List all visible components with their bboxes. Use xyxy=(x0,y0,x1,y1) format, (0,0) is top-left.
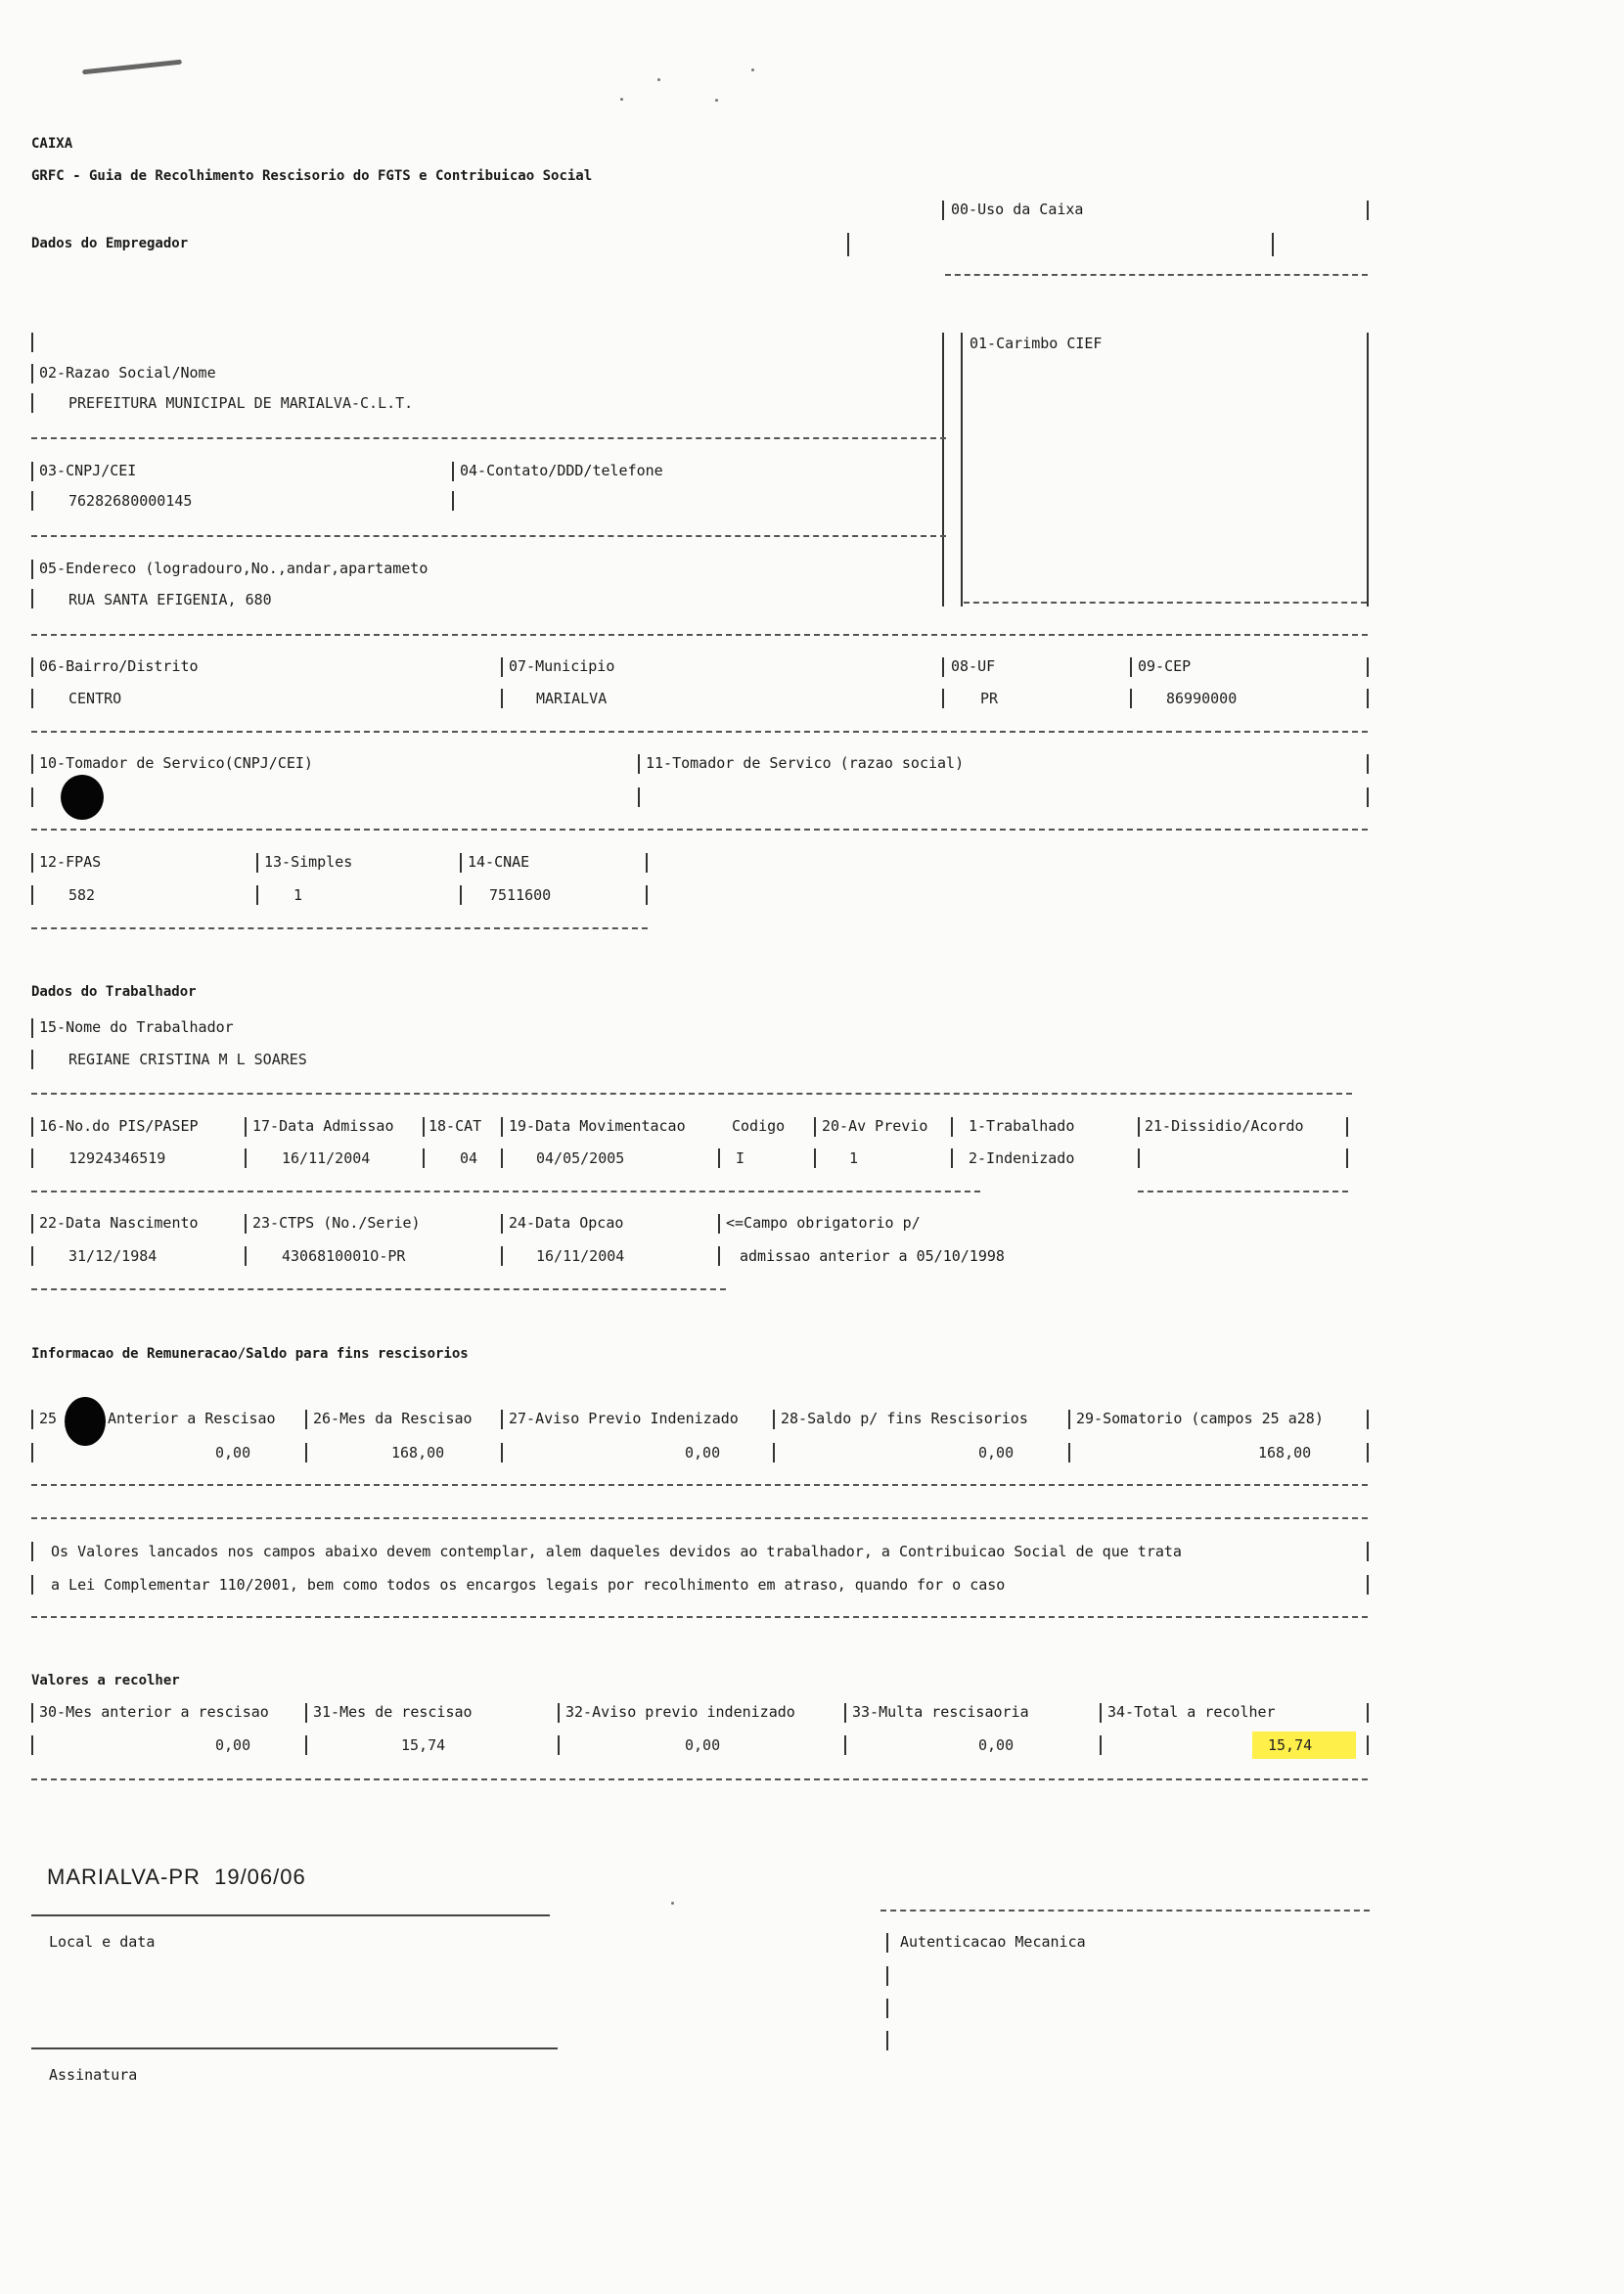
field-16-label: 16-No.do PIS/PASEP xyxy=(39,1117,199,1135)
box-border xyxy=(1367,657,1369,677)
box-border xyxy=(31,364,33,383)
field-04-label: 04-Contato/DDD/telefone xyxy=(460,462,663,479)
field-30-label: 30-Mes anterior a rescisao xyxy=(39,1703,269,1721)
field-20-option-2: 2-Indenizado xyxy=(969,1149,1075,1167)
field-24-label: 24-Data Opcao xyxy=(509,1214,624,1232)
box-border xyxy=(1138,1148,1140,1168)
box-border xyxy=(718,1246,720,1266)
box-border xyxy=(31,589,33,608)
box-border xyxy=(501,1117,503,1137)
field-29-label: 29-Somatorio (campos 25 a28) xyxy=(1076,1410,1324,1427)
box-border xyxy=(31,1214,33,1234)
field-28-value: 0,00 xyxy=(978,1444,1015,1462)
box-border xyxy=(31,853,33,873)
box-border xyxy=(1367,754,1369,774)
field-05-value: RUA SANTA EFIGENIA, 680 xyxy=(68,591,272,608)
box-border xyxy=(942,689,944,708)
field-22-label: 22-Data Nascimento xyxy=(39,1214,199,1232)
box-border xyxy=(460,885,462,905)
box-border xyxy=(31,393,33,413)
box-border xyxy=(501,689,503,708)
codigo-value: I xyxy=(736,1149,745,1167)
field-19-label: 19-Data Movimentacao xyxy=(509,1117,686,1135)
field-20-label: 20-Av Previo xyxy=(822,1117,928,1135)
field-05-label: 05-Endereco (logradouro,No.,andar,apartameto xyxy=(39,560,429,577)
box-border xyxy=(31,491,33,511)
box-border xyxy=(773,1410,775,1429)
org-name: CAIXA xyxy=(31,136,73,152)
field-34-label: 34-Total a recolher xyxy=(1107,1703,1276,1721)
box-border xyxy=(31,754,33,774)
box-border xyxy=(646,853,648,873)
divider xyxy=(31,535,946,537)
box-border xyxy=(638,754,640,774)
divider xyxy=(1138,1191,1348,1192)
field-15-label: 15-Nome do Trabalhador xyxy=(39,1018,234,1036)
box-border xyxy=(501,1246,503,1266)
field-16-value: 12924346519 xyxy=(68,1149,166,1167)
field-07-label: 07-Municipio xyxy=(509,657,615,675)
box-border xyxy=(886,1999,888,2018)
box-border xyxy=(31,689,33,708)
field-06-label: 06-Bairro/Distrito xyxy=(39,657,199,675)
box-border xyxy=(31,1542,33,1561)
box-border xyxy=(638,787,640,807)
auth-label: Autenticacao Mecanica xyxy=(900,1933,1086,1951)
redaction-mark xyxy=(65,1397,106,1446)
divider xyxy=(880,1910,1370,1912)
divider xyxy=(964,602,1367,604)
place-date: MARIALVA-PR 19/06/06 xyxy=(47,1865,306,1889)
values-section-title: Valores a recolher xyxy=(31,1673,180,1688)
field-20-option-1: 1-Trabalhado xyxy=(969,1117,1075,1135)
field-06-value: CENTRO xyxy=(68,690,122,707)
divider xyxy=(945,274,1368,276)
field-26-value: 168,00 xyxy=(391,1444,445,1462)
box-border xyxy=(1130,657,1132,677)
box-border xyxy=(718,1214,720,1234)
field-26-label: 26-Mes da Rescisao xyxy=(313,1410,473,1427)
box-border xyxy=(256,853,258,873)
field-03-value: 76282680000145 xyxy=(68,492,193,510)
field-25-label-prefix: 25 xyxy=(39,1410,58,1427)
field-08-label: 08-UF xyxy=(951,657,996,675)
local-date-label: Local e data xyxy=(49,1933,156,1951)
box-border xyxy=(942,333,944,607)
field-28-label: 28-Saldo p/ fins Rescisorios xyxy=(781,1410,1028,1427)
field-14-label: 14-CNAE xyxy=(468,853,530,871)
box-border xyxy=(256,885,258,905)
field-01-label: 01-Carimbo CIEF xyxy=(970,335,1103,352)
box-border xyxy=(942,201,944,220)
field-29-value: 168,00 xyxy=(1258,1444,1312,1462)
box-border xyxy=(773,1443,775,1462)
box-border xyxy=(1130,689,1132,708)
box-border xyxy=(31,657,33,677)
box-border xyxy=(847,233,849,256)
field-12-label: 12-FPAS xyxy=(39,853,102,871)
field-33-label: 33-Multa rescisaoria xyxy=(852,1703,1029,1721)
field-11-label: 11-Tomador de Servico (razao social) xyxy=(646,754,965,772)
divider xyxy=(31,1616,1368,1618)
box-border xyxy=(1068,1443,1070,1462)
box-border xyxy=(31,1703,33,1723)
field-34-value: 15,74 xyxy=(1268,1736,1313,1754)
box-border xyxy=(814,1117,816,1137)
redaction-mark xyxy=(61,775,104,820)
field-27-label: 27-Aviso Previo Indenizado xyxy=(509,1410,739,1427)
field-20-value: 1 xyxy=(849,1149,859,1167)
field-13-label: 13-Simples xyxy=(264,853,353,871)
box-border xyxy=(558,1703,560,1723)
divider xyxy=(31,927,648,929)
box-border xyxy=(1346,1117,1348,1137)
field-24-value: 16/11/2004 xyxy=(536,1247,625,1265)
scan-dot xyxy=(715,99,718,102)
field-15-value: REGIANE CRISTINA M L SOARES xyxy=(68,1051,307,1068)
box-border xyxy=(31,787,33,807)
box-border xyxy=(31,333,33,352)
box-border xyxy=(245,1117,247,1137)
box-border xyxy=(1367,1703,1369,1723)
box-border xyxy=(1272,233,1274,256)
field-31-value: 15,74 xyxy=(401,1736,446,1754)
box-border xyxy=(942,657,944,677)
box-border xyxy=(886,2031,888,2050)
divider xyxy=(31,829,1368,831)
field-24-note-2: admissao anterior a 05/10/1998 xyxy=(740,1247,1005,1265)
field-18-value: 04 xyxy=(460,1149,478,1167)
box-border xyxy=(245,1246,247,1266)
field-27-value: 0,00 xyxy=(685,1444,721,1462)
field-30-value: 0,00 xyxy=(215,1736,251,1754)
box-border xyxy=(951,1117,953,1137)
field-12-value: 582 xyxy=(68,886,96,904)
box-border xyxy=(305,1443,307,1462)
field-25-label: Anterior a Rescisao xyxy=(108,1410,276,1427)
divider xyxy=(31,1484,1368,1486)
box-border xyxy=(501,1410,503,1429)
box-border xyxy=(305,1735,307,1755)
worker-section-title: Dados do Trabalhador xyxy=(31,984,197,1000)
employer-section-title: Dados do Empregador xyxy=(31,236,189,251)
box-border xyxy=(886,1933,888,1953)
field-18-label: 18-CAT xyxy=(429,1117,482,1135)
box-border xyxy=(1367,689,1369,708)
box-border xyxy=(31,560,33,579)
field-21-label: 21-Dissidio/Acordo xyxy=(1145,1117,1304,1135)
field-17-value: 16/11/2004 xyxy=(282,1149,371,1167)
box-border xyxy=(31,1410,33,1429)
box-border xyxy=(423,1148,425,1168)
field-09-value: 86990000 xyxy=(1166,690,1238,707)
box-border xyxy=(31,462,33,481)
scan-dot xyxy=(671,1902,674,1905)
box-border xyxy=(1367,333,1369,607)
divider xyxy=(31,1778,1368,1780)
box-border xyxy=(31,1575,33,1595)
box-border xyxy=(951,1148,953,1168)
box-border xyxy=(452,462,454,481)
box-border xyxy=(646,885,648,905)
box-border xyxy=(1138,1117,1140,1137)
box-border xyxy=(423,1117,425,1137)
scan-mark xyxy=(82,60,182,75)
box-border xyxy=(501,1214,503,1234)
field-33-value: 0,00 xyxy=(978,1736,1015,1754)
field-03-label: 03-CNPJ/CEI xyxy=(39,462,137,479)
divider xyxy=(31,731,1368,733)
box-border xyxy=(814,1148,816,1168)
box-border xyxy=(245,1214,247,1234)
box-border xyxy=(1367,1542,1369,1561)
box-border xyxy=(31,1443,33,1462)
box-border xyxy=(1346,1148,1348,1168)
box-border xyxy=(31,885,33,905)
box-border xyxy=(1367,201,1369,220)
box-border xyxy=(452,491,454,511)
box-border xyxy=(31,1246,33,1266)
box-border xyxy=(558,1735,560,1755)
field-08-value: PR xyxy=(980,690,999,707)
field-25-value: 0,00 xyxy=(215,1444,251,1462)
scan-dot xyxy=(751,68,754,71)
field-23-value: 4306810001O-PR xyxy=(282,1247,406,1265)
signature-line xyxy=(31,2047,558,2049)
box-border xyxy=(1367,1410,1369,1429)
box-border xyxy=(460,853,462,873)
field-31-label: 31-Mes de rescisao xyxy=(313,1703,473,1721)
field-32-value: 0,00 xyxy=(685,1736,721,1754)
box-border xyxy=(961,333,963,607)
notice-line-1: Os Valores lancados nos campos abaixo devem contemplar, alem daqueles devidos ao trabalhador, a Contribuicao Social de que trata xyxy=(51,1543,1182,1560)
divider xyxy=(31,1517,1368,1519)
box-border xyxy=(31,1148,33,1168)
box-border xyxy=(501,1443,503,1462)
place-date-line xyxy=(31,1914,550,1916)
divider xyxy=(31,1288,726,1290)
field-19-value: 04/05/2005 xyxy=(536,1149,625,1167)
box-border xyxy=(305,1410,307,1429)
field-07-value: MARIALVA xyxy=(536,690,608,707)
divider xyxy=(31,634,1368,636)
scan-dot xyxy=(657,78,660,81)
box-border xyxy=(31,1117,33,1137)
box-border xyxy=(31,1735,33,1755)
notice-line-2: a Lei Complementar 110/2001, bem como todos os encargos legais por recolhimento em atraso, quando for o caso xyxy=(51,1576,1006,1594)
box-border xyxy=(886,1966,888,1986)
divider xyxy=(31,437,946,439)
field-32-label: 32-Aviso previo indenizado xyxy=(565,1703,795,1721)
box-border xyxy=(501,657,503,677)
divider xyxy=(31,1093,1352,1095)
box-border xyxy=(31,1018,33,1038)
field-24-note-1: <=Campo obrigatorio p/ xyxy=(726,1214,921,1232)
box-border xyxy=(1367,1735,1369,1755)
divider xyxy=(31,1191,980,1192)
box-border xyxy=(31,1050,33,1069)
box-border xyxy=(1100,1703,1102,1723)
box-border xyxy=(844,1703,846,1723)
box-border xyxy=(501,1148,503,1168)
remuneration-section-title: Informacao de Remuneracao/Saldo para fins rescisorios xyxy=(31,1346,469,1362)
box-border xyxy=(718,1148,720,1168)
field-13-value: 1 xyxy=(293,886,303,904)
field-17-label: 17-Data Admissao xyxy=(252,1117,394,1135)
scan-dot xyxy=(620,98,623,101)
field-00-label: 00-Uso da Caixa xyxy=(951,201,1084,218)
box-border xyxy=(1100,1735,1102,1755)
box-border xyxy=(1367,1575,1369,1595)
field-23-label: 23-CTPS (No./Serie) xyxy=(252,1214,421,1232)
field-02-value: PREFEITURA MUNICIPAL DE MARIALVA-C.L.T. xyxy=(68,394,414,412)
box-border xyxy=(305,1703,307,1723)
form-title: GRFC - Guia de Recolhimento Rescisorio do FGTS e Contribuicao Social xyxy=(31,168,593,184)
field-09-label: 09-CEP xyxy=(1138,657,1192,675)
box-border xyxy=(1068,1410,1070,1429)
box-border xyxy=(245,1148,247,1168)
codigo-label: Codigo xyxy=(732,1117,786,1135)
field-10-label: 10-Tomador de Servico(CNPJ/CEI) xyxy=(39,754,313,772)
signature-label: Assinatura xyxy=(49,2066,138,2084)
field-02-label: 02-Razao Social/Nome xyxy=(39,364,216,382)
box-border xyxy=(1367,787,1369,807)
field-22-value: 31/12/1984 xyxy=(68,1247,158,1265)
box-border xyxy=(844,1735,846,1755)
box-border xyxy=(1367,1443,1369,1462)
field-14-value: 7511600 xyxy=(489,886,552,904)
